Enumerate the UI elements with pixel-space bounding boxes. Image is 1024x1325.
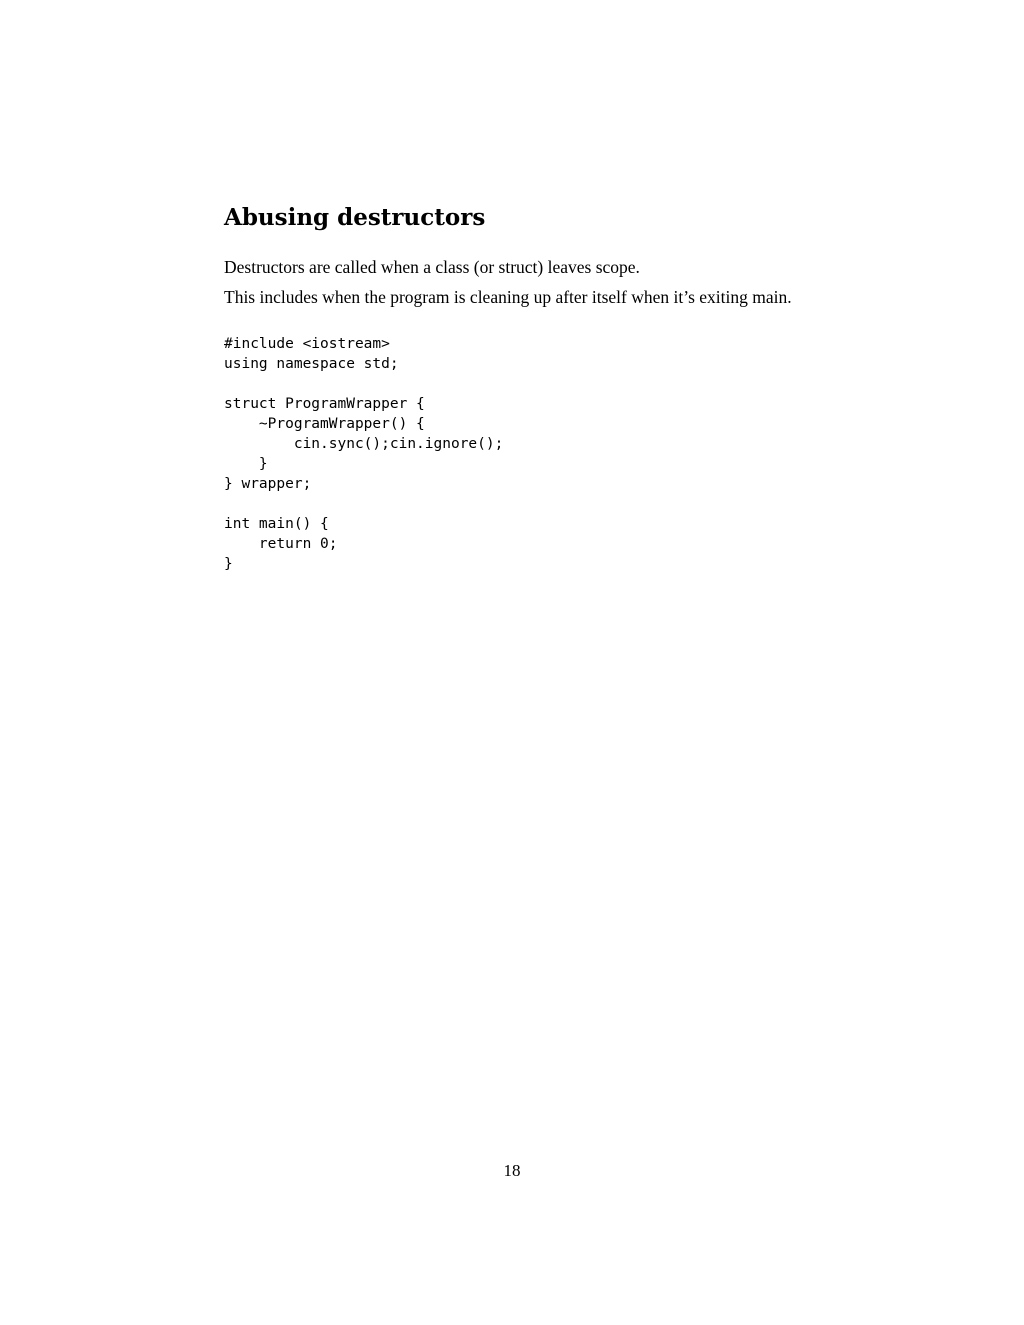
code-line: #include <iostream>	[224, 336, 390, 352]
code-line: }	[224, 556, 233, 572]
code-line: } wrapper;	[224, 476, 312, 492]
paragraph-destructors-scope: Destructors are called when a class (or struct) leaves scope.	[224, 257, 640, 277]
page-number: 18	[503, 1161, 521, 1180]
code-line	[224, 494, 503, 514]
code-line	[224, 374, 503, 394]
code-line: ~ProgramWrapper() {	[224, 416, 425, 432]
code-line: using namespace std;	[224, 356, 399, 372]
code-line: struct ProgramWrapper {	[224, 396, 425, 412]
code-line: int main() {	[224, 516, 329, 532]
section-title: Abusing destructors	[224, 204, 486, 231]
code-line: return 0;	[224, 536, 338, 552]
code-line: cin.sync();cin.ignore();	[224, 436, 504, 452]
paragraph-program-cleanup: This includes when the program is cleaning up after itself when it’s exiting main.	[224, 287, 792, 307]
code-line: }	[224, 456, 268, 472]
code-block	[224, 334, 503, 574]
